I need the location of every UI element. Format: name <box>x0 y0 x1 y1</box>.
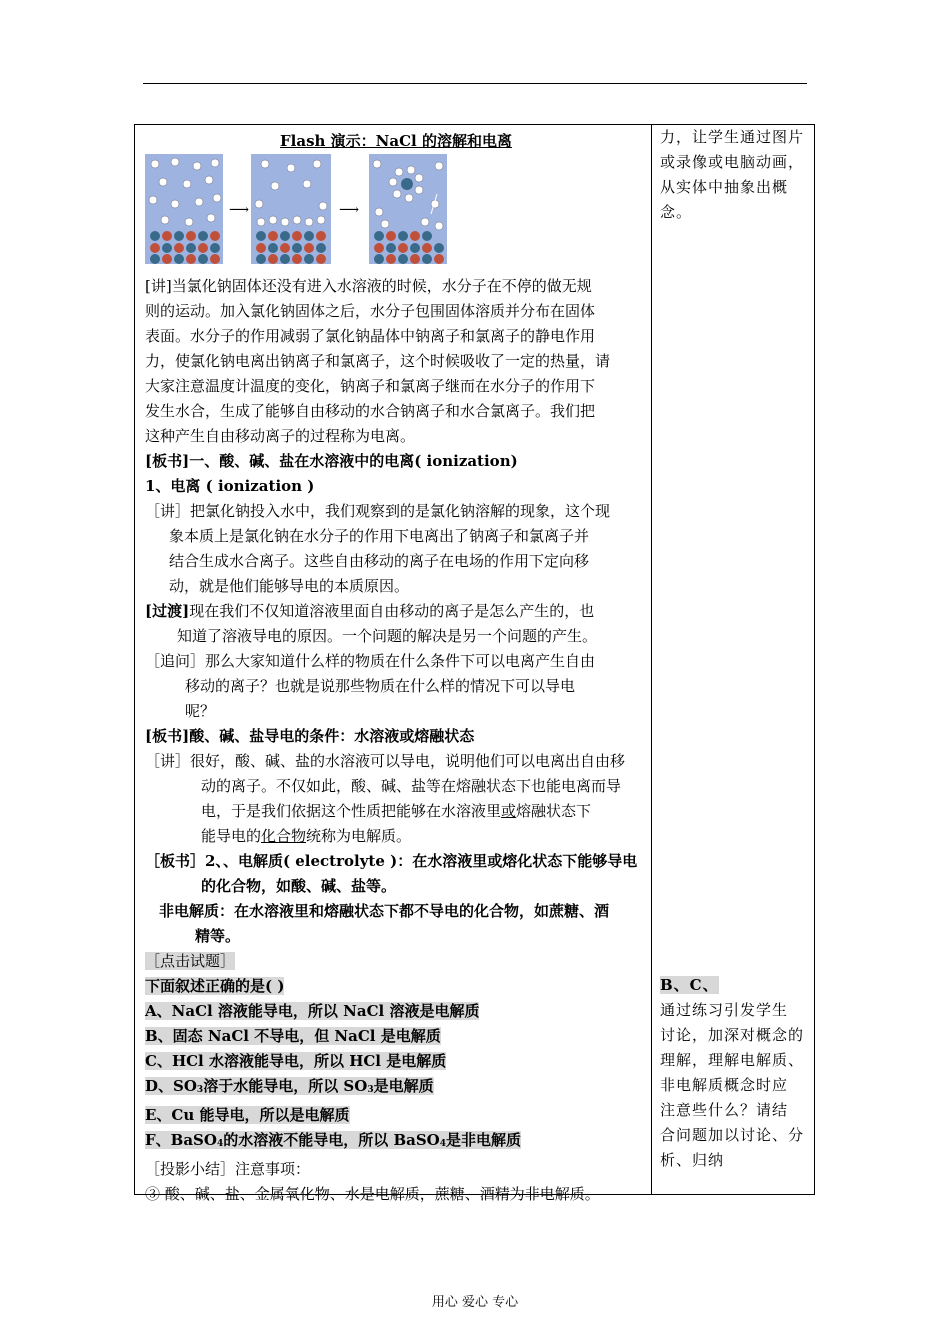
question-text: 下面叙述正确的是( ) <box>145 977 285 995</box>
option-c-text: C、HCl 水溶液能导电，所以 HCl 是电解质 <box>145 1052 447 1070</box>
option-d-sub: 3 <box>196 1085 204 1095</box>
jiang2-line: 结合生成水合离子。这些自由移动的离子在电场的作用下定向移 <box>169 552 590 570</box>
nacl-dissolve-image-3 <box>369 154 447 264</box>
jiang2-line: ［讲］把氯化钠投入水中，我们观察到的是氯化钠溶解的现象，这个现 <box>145 502 611 520</box>
jiang3-line <box>145 824 647 849</box>
jiang3-text: 统称为电解质。 <box>306 827 412 845</box>
jiang3-line <box>145 799 647 824</box>
dianji-text: ［点击试题］ <box>145 952 236 970</box>
jiang3-underlined-or: 或 <box>501 802 517 820</box>
side-note-line: 或录像或电脑动画， <box>660 153 805 171</box>
jiang1-line: 力，使氯化钠电离出钠离子和氯离子，这个时候吸收了一定的热量，请 <box>145 352 611 370</box>
guodu-line <box>145 599 647 624</box>
arrow-right-icon: ⟶ <box>229 202 250 218</box>
option-c <box>145 1049 647 1074</box>
main-column <box>145 129 647 1207</box>
jiang2-line: 动，就是他们能够导电的本质原因。 <box>169 577 410 595</box>
option-d-sub: 3 <box>367 1085 374 1095</box>
option-f-sub: 4 <box>439 1139 447 1149</box>
banshu3-line: ［板书］2、、电解质( electrolyte )：在水溶液里或熔化状态下能够导电 <box>145 852 638 870</box>
side-column <box>660 125 810 1169</box>
option-a-text: A、NaCl 溶液能导电，所以 NaCl 溶液是电解质 <box>145 1002 480 1020</box>
side-answer <box>660 973 810 998</box>
guodu-line: 知道了溶液导电的原因。一个问题的解决是另一个问题的产生。 <box>177 627 598 645</box>
guodu-text: 现在我们不仅知道溶液里面自由移动的离子是怎么产生的，也 <box>189 602 595 620</box>
nonelectrolyte-line: 非电解质：在水溶液里和熔融状态下都不导电的化合物，如蔗糖、酒 <box>159 902 610 920</box>
jiang1-line: 发生水合，生成了能够自由移动的水合钠离子和水合氯离子。我们把 <box>145 402 596 420</box>
dianji-heading <box>145 949 647 974</box>
option-d <box>145 1074 647 1103</box>
option-f-part: F、BaSO <box>145 1131 217 1149</box>
zhuiwen-line: 呢？ <box>185 702 216 720</box>
side-note-line: 合问题加以讨论、分 <box>660 1126 805 1144</box>
option-f-sub: 4 <box>216 1139 224 1149</box>
flash-title: Flash 演示：NaCl 的溶解和电离 <box>280 132 512 150</box>
arrow-right-icon: ⟶ <box>339 202 360 218</box>
jiang1-line: 表面。水分子的作用减弱了氯化钠晶体中钠离子和氯离子的静电作用 <box>145 327 596 345</box>
option-f-part: 是非电解质 <box>446 1131 522 1149</box>
side-answer-text: B、C、 <box>660 976 719 994</box>
side-note-line: 讨论，加深对概念的 <box>660 1026 805 1044</box>
option-f-text <box>145 1131 521 1149</box>
item-ionization: 1、电离 ( ionization ) <box>145 477 315 495</box>
jiang1-line: 则的运动。加入氯化钠固体之后，水分子包围固体溶质并分布在固体 <box>145 302 596 320</box>
jiang3-line: ［讲］很好，酸、碱、盐的水溶液可以导电，说明他们可以电离出自由移 <box>145 752 626 770</box>
question-line <box>145 974 647 999</box>
jiang1-line: 大家注意温度计温度的变化，钠离子和氯离子继而在水分子的作用下 <box>145 377 596 395</box>
nacl-dissolve-image-2 <box>251 154 331 264</box>
banshu-heading-1: [板书]一、酸、碱、盐在水溶液中的电离( ionization) <box>145 452 518 470</box>
option-d-part: D、SO <box>145 1077 197 1095</box>
jiang3-line: 动的离子。不仅如此，酸、碱、盐等在熔融状态下也能电离而导 <box>201 777 622 795</box>
banshu3-line: 的化合物，如酸、碱、盐等。 <box>201 877 397 895</box>
jiang1-line: 这种产生自由移动离子的过程称为电离。 <box>145 427 416 445</box>
option-d-part: 溶于水能导电，所以 SO <box>203 1077 368 1095</box>
nacl-dissolve-image-1 <box>145 154 223 264</box>
side-note-line: 力，让学生通过图片 <box>660 128 805 146</box>
jiang3-text: 电，于是我们依据这个性质把能够在水溶液里 <box>201 802 502 820</box>
side-note-line: 非电解质概念时应 <box>660 1076 789 1094</box>
option-a <box>145 999 647 1024</box>
jiang3-underlined-compound: 化合物 <box>261 827 307 845</box>
side-note-line: 念。 <box>660 203 693 221</box>
column-divider <box>651 125 652 1194</box>
option-d-part: 是电解质 <box>373 1077 434 1095</box>
lesson-table <box>134 124 815 1203</box>
page-footer: 用心 爱心 专心 <box>431 1295 519 1310</box>
side-note-line: 理解，理解电解质、 <box>660 1051 805 1069</box>
nonelectrolyte-line: 精等。 <box>195 927 241 945</box>
zhuiwen-line: ［追问］那么大家知道什么样的物质在什么条件下可以电离产生自由 <box>145 652 596 670</box>
option-f <box>145 1128 647 1157</box>
side-note-line: 从实体中抽象出概 <box>660 178 789 196</box>
summary-line: ③ 酸、碱、盐、金属氧化物、水是电解质，蔗糖、酒精为非电解质。 <box>145 1185 600 1203</box>
option-d-text <box>145 1077 434 1095</box>
touying-heading: ［投影小结］注意事项： <box>145 1160 311 1178</box>
option-b-text: B、固态 NaCl 不导电，但 NaCl 是电解质 <box>145 1027 441 1045</box>
banshu-heading-2: [板书]酸、碱、盐导电的条件：水溶液或熔融状态 <box>145 727 475 745</box>
option-e-text: E、Cu 能导电，所以是电解质 <box>145 1106 350 1124</box>
jiang2-line: 象本质上是氯化钠在水分子的作用下电离出了钠离子和氯离子并 <box>169 527 590 545</box>
jiang1-line: [讲]当氯化钠固体还没有进入水溶液的时候，水分子在不停的做无规 <box>145 277 592 295</box>
jiang3-text: 能导电的 <box>201 827 262 845</box>
header-rule <box>143 83 807 84</box>
option-e <box>145 1103 647 1128</box>
guodu-label: [过渡] <box>145 602 190 620</box>
flash-images <box>145 154 647 266</box>
side-note-line: 析、归纳 <box>660 1151 725 1169</box>
option-b <box>145 1024 647 1049</box>
option-f-part: 的水溶液不能导电，所以 BaSO <box>223 1131 440 1149</box>
jiang3-text: 熔融状态下 <box>516 802 592 820</box>
side-note-line: 注意些什么？请结 <box>660 1101 789 1119</box>
zhuiwen-line: 移动的离子？也就是说那些物质在什么样的情况下可以导电 <box>185 677 576 695</box>
side-note-line: 通过练习引发学生 <box>660 1001 789 1019</box>
